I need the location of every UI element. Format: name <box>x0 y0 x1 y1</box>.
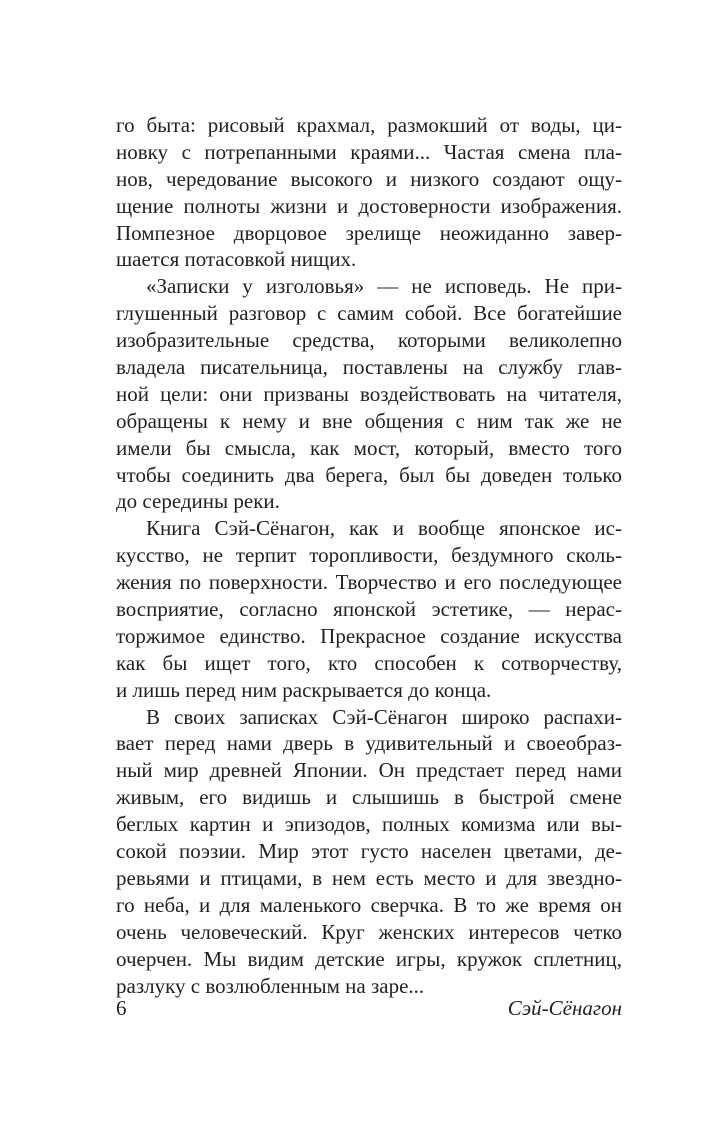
text-line: «Записки у изголовья» — не исповедь. Не при- <box>146 274 622 299</box>
text-line: Помпезное дворцовое зрелище неожиданно завер- <box>116 220 622 245</box>
text-line: го быта: рисовый крахмал, размокший от воды, ци- <box>116 113 622 137</box>
text-line: обращены к нему и вне общения с ним так же не <box>116 408 622 433</box>
text-line: имели бы смысла, как мост, который, вместо того <box>116 435 622 460</box>
text-line: кусство, не терпит торопливости, бездумного сколь- <box>116 543 622 568</box>
text-line: до середины реки. <box>116 489 280 514</box>
text-line: Книга Сэй-Сёнагон, как и вообще японское ис- <box>146 516 622 541</box>
text-line: глушенный разговор с самим собой. Все богатейшие <box>116 301 622 326</box>
text-line: очерчен. Мы видим детские игры, кружок сплетниц, <box>116 946 622 971</box>
text-line: сокой поэзии. Мир этот густо населен цветами, де- <box>116 839 622 864</box>
text-line: В своих записках Сэй-Сёнагон широко распахи- <box>146 704 622 729</box>
text-line: чтобы соединить два берега, был бы доведен только <box>116 462 622 487</box>
text-line: изобразительные средства, которыми великолепно <box>116 328 622 353</box>
text-line: разлуку с возлюбленным на заре... <box>116 973 425 998</box>
text-line: и лишь перед ним раскрывается до конца. <box>116 677 492 702</box>
text-line: щение полноты жизни и достоверности изображения. <box>116 193 622 218</box>
body-text <box>116 112 622 999</box>
page-number: 6 <box>116 996 127 1020</box>
text-line: жения по поверхности. Творчество и его последующее <box>116 570 622 595</box>
text-line: торжимое единство. Прекрасное создание искусства <box>116 623 622 648</box>
text-line: восприятие, согласно японской эстетике, — нерас- <box>116 597 622 622</box>
text-line: вает перед нами дверь в удивительный и своеобраз- <box>116 731 622 756</box>
text-line: как бы ищет того, кто способен к сотворчеству, <box>116 650 622 675</box>
text-line: ный мир древней Японии. Он предстает перед нами <box>116 758 622 783</box>
text-line: владела писательница, поставлены на службу глав- <box>116 355 622 380</box>
text-line: ной цели: они призваны воздействовать на читателя, <box>116 381 622 406</box>
text-line: новку с потрепанными краями... Частая смена пла- <box>116 139 622 164</box>
text-line: очень человеческий. Круг женских интересов четко <box>116 919 622 944</box>
text-line: шается потасовкой нищих. <box>116 247 357 272</box>
running-title: Сэй-Сёнагон <box>507 996 622 1020</box>
text-line: беглых картин и эпизодов, полных комизма или вы- <box>116 812 622 837</box>
text-line: ревьями и птицами, в нем есть место и для звездно- <box>116 865 622 890</box>
text-line: го неба, и для маленького сверчка. В то же время он <box>116 892 622 917</box>
text-line: нов, чередование высокого и низкого создают ощу- <box>116 166 622 191</box>
text-line: живым, его видишь и слышишь в быстрой смене <box>116 785 622 810</box>
